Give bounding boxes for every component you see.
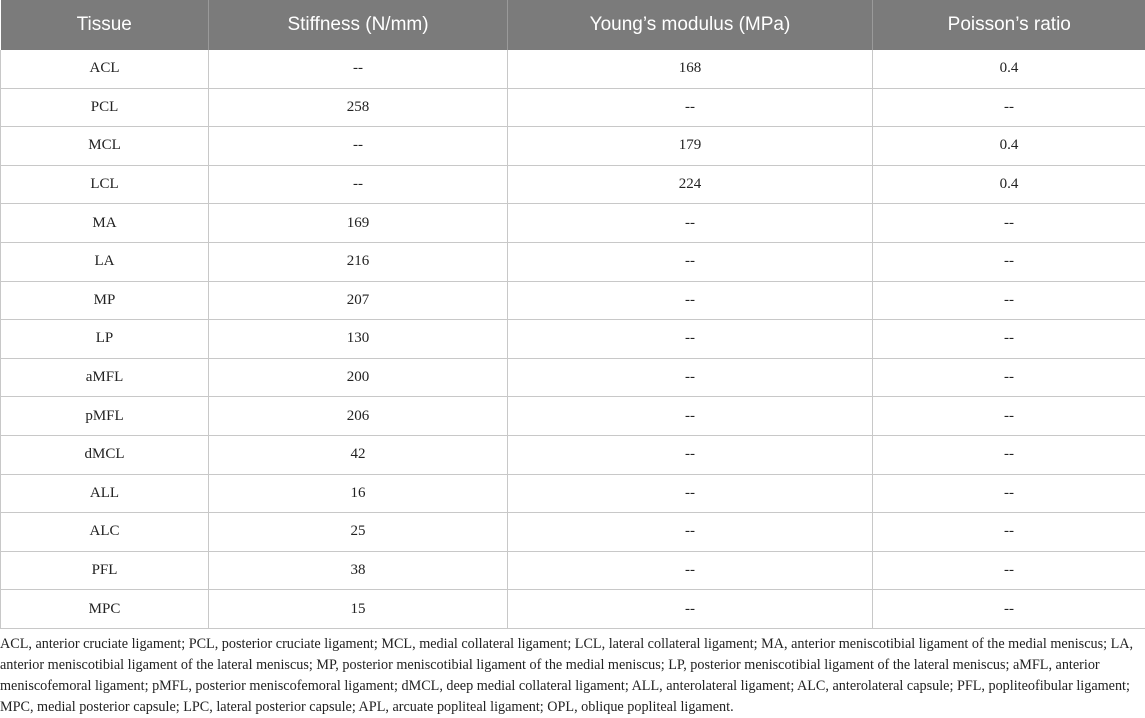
cell-tissue: MP (1, 281, 209, 320)
cell-tissue: ACL (1, 50, 209, 88)
cell-youngs-modulus: -- (508, 474, 873, 513)
cell-poissons-ratio: -- (873, 474, 1145, 513)
cell-stiffness: -- (209, 165, 508, 204)
cell-tissue: PCL (1, 88, 209, 127)
table-row (1, 474, 1145, 513)
cell-youngs-modulus: -- (508, 551, 873, 590)
header-youngs-modulus: Young’s modulus (MPa) (508, 0, 873, 50)
table-body (1, 50, 1145, 628)
table-row (1, 590, 1145, 629)
cell-youngs-modulus: -- (508, 435, 873, 474)
cell-tissue: ALL (1, 474, 209, 513)
cell-stiffness: 206 (209, 397, 508, 436)
cell-stiffness: 216 (209, 242, 508, 281)
cell-poissons-ratio: -- (873, 242, 1145, 281)
cell-poissons-ratio: -- (873, 590, 1145, 629)
cell-tissue: PFL (1, 551, 209, 590)
table-row (1, 358, 1145, 397)
cell-youngs-modulus: 179 (508, 127, 873, 166)
table-row (1, 127, 1145, 166)
table-row (1, 435, 1145, 474)
cell-tissue: LCL (1, 165, 209, 204)
table-footnote: ACL, anterior cruciate ligament; PCL, posterior cruciate ligament; MCL, medial collateral ligament; LCL, lateral collateral ligament; MA, anterior meniscotibial ligament of the medial meniscus; LA, anterior meniscotibial ligament of the lateral meniscus; MP, posterior meniscotibial ligament of the medial meniscus; LP, posterior meniscotibial ligament of the lateral meniscus; aMFL, anterior meniscofemoral ligament; pMFL, posterior meniscofemoral ligament; dMCL, deep medial collateral ligament; ALL, anterolateral ligament; ALC, anterolateral capsule; PFL, popliteofibular ligament; MPC, medial posterior capsule; LPC, lateral posterior capsule; APL, arcuate popliteal ligament; OPL, oblique popliteal ligament. (0, 629, 1145, 718)
cell-youngs-modulus: -- (508, 358, 873, 397)
table-row (1, 281, 1145, 320)
cell-stiffness: 258 (209, 88, 508, 127)
cell-tissue: MA (1, 204, 209, 243)
cell-tissue: ALC (1, 513, 209, 552)
cell-poissons-ratio: 0.4 (873, 127, 1145, 166)
cell-youngs-modulus: -- (508, 320, 873, 359)
cell-youngs-modulus: -- (508, 204, 873, 243)
table-row (1, 50, 1145, 88)
cell-youngs-modulus: 168 (508, 50, 873, 88)
header-row (1, 0, 1145, 50)
cell-youngs-modulus: -- (508, 397, 873, 436)
table-row (1, 242, 1145, 281)
table-row (1, 397, 1145, 436)
table-row (1, 513, 1145, 552)
cell-youngs-modulus: -- (508, 242, 873, 281)
table-row (1, 320, 1145, 359)
cell-tissue: LA (1, 242, 209, 281)
cell-poissons-ratio: -- (873, 88, 1145, 127)
cell-stiffness: 42 (209, 435, 508, 474)
cell-tissue: MPC (1, 590, 209, 629)
table-header (1, 0, 1145, 50)
cell-poissons-ratio: -- (873, 320, 1145, 359)
cell-tissue: pMFL (1, 397, 209, 436)
cell-youngs-modulus: 224 (508, 165, 873, 204)
cell-stiffness: 15 (209, 590, 508, 629)
cell-stiffness: 207 (209, 281, 508, 320)
cell-stiffness: 169 (209, 204, 508, 243)
cell-stiffness: 38 (209, 551, 508, 590)
cell-stiffness: 25 (209, 513, 508, 552)
cell-youngs-modulus: -- (508, 590, 873, 629)
cell-poissons-ratio: -- (873, 204, 1145, 243)
cell-poissons-ratio: -- (873, 435, 1145, 474)
cell-stiffness: 200 (209, 358, 508, 397)
cell-stiffness: -- (209, 127, 508, 166)
cell-poissons-ratio: -- (873, 551, 1145, 590)
cell-youngs-modulus: -- (508, 513, 873, 552)
cell-tissue: LP (1, 320, 209, 359)
cell-youngs-modulus: -- (508, 88, 873, 127)
cell-tissue: MCL (1, 127, 209, 166)
cell-stiffness: 16 (209, 474, 508, 513)
cell-poissons-ratio: -- (873, 358, 1145, 397)
cell-poissons-ratio: 0.4 (873, 50, 1145, 88)
cell-tissue: aMFL (1, 358, 209, 397)
cell-tissue: dMCL (1, 435, 209, 474)
table-row (1, 88, 1145, 127)
header-poissons-ratio: Poisson’s ratio (873, 0, 1145, 50)
cell-poissons-ratio: -- (873, 281, 1145, 320)
cell-poissons-ratio: -- (873, 513, 1145, 552)
table-row (1, 551, 1145, 590)
cell-stiffness: -- (209, 50, 508, 88)
cell-poissons-ratio: 0.4 (873, 165, 1145, 204)
cell-poissons-ratio: -- (873, 397, 1145, 436)
table-row (1, 165, 1145, 204)
header-stiffness: Stiffness (N/mm) (209, 0, 508, 50)
cell-stiffness: 130 (209, 320, 508, 359)
header-tissue: Tissue (1, 0, 209, 50)
cell-youngs-modulus: -- (508, 281, 873, 320)
table-row (1, 204, 1145, 243)
